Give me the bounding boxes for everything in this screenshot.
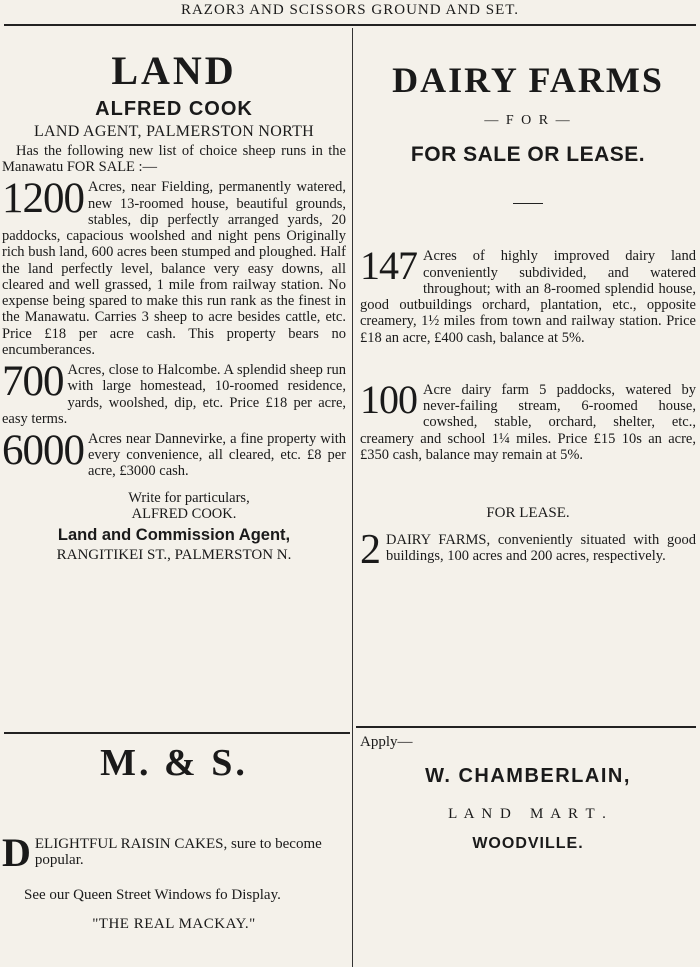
dairy-listing-1-number: 147 xyxy=(360,243,417,289)
dairy-listing-2 xyxy=(360,376,696,463)
right-section-rule xyxy=(356,726,696,728)
dairy-title: DAIRY FARMS xyxy=(392,60,664,100)
dairy-lease-text: DAIRY FARMS, conveniently situated with good buildings, 100 acres and 200 acres, respectively. xyxy=(386,531,696,564)
dairy-lease-number: 2 xyxy=(360,526,380,573)
dairy-lease-heading: FOR LEASE. xyxy=(486,504,570,521)
column-divider xyxy=(352,28,353,967)
ms-title: M. & S. xyxy=(100,742,248,784)
dairy-short-rule xyxy=(513,203,543,204)
dairy-for-line: — F O R — xyxy=(484,113,572,129)
land-listing-1-number: 1200 xyxy=(2,175,84,223)
dairy-listing-2-number: 100 xyxy=(360,376,417,422)
dairy-agent-town: WOODVILLE. xyxy=(472,834,584,852)
right-column xyxy=(360,30,696,573)
land-intro: Has the following new list of choice sheep runs in the Manawatu FOR SALE :— xyxy=(2,143,346,176)
dairy-sale-line: FOR SALE OR LEASE. xyxy=(410,143,646,167)
dairy-listing-2-text: Acre dairy farm 5 paddocks, watered by never-failing stream, 6-roomed house, cowshed, stable, orchard, shelter, etc., creamery and school 1¼ miles. Price £15 10s an acre, £350 cash, balance may remain at 5%. xyxy=(360,381,696,463)
dairy-agent-office: L A N D M A R T . xyxy=(448,805,608,822)
ms-dropcap: D xyxy=(2,829,31,875)
dairy-listing-1 xyxy=(360,243,696,346)
land-listing-1 xyxy=(2,175,346,358)
dairy-contact xyxy=(360,734,696,853)
top-rule xyxy=(4,24,696,26)
land-listing-1-text: Acres, near Fielding, permanently watered, new 13-roomed house, beautiful grounds, stables, dip perfectly arranged yards, 20 paddocks, capacious woolshed and night pens Originally rich bush land, 600 acres been stumped and ploughed. Half the land perfectly level, balance very easy downs, all cleared and well grassed, 1 mile from railway station. No expense being spared to make this run rank as the finest in the Manawatu. Carries 3 sheep to acre besides cattle, etc. Price £18 per acre cash. This property bears no encumberances. xyxy=(2,179,346,358)
land-listing-2 xyxy=(2,358,346,427)
ms-line-1-text: ELIGHTFUL RAISIN CAKES, sure to become popular. xyxy=(34,835,322,869)
land-signoff-name: ALFRED COOK. xyxy=(131,505,237,522)
land-listing-3-text: Acres near Dannevirke, a fine property with every convenience, all cleared, etc. £8 per acre, £3000 cash. xyxy=(88,430,346,480)
land-commission-agent: Land and Commission Agent, xyxy=(57,526,291,545)
dairy-apply: Apply— xyxy=(360,734,413,750)
left-section-rule xyxy=(4,732,350,734)
page-top-line: RAZOR3 AND SCISSORS GROUND AND SET. xyxy=(180,2,520,18)
land-write-for: Write for particulars, xyxy=(128,489,250,506)
dairy-agent-name: W. CHAMBERLAIN, xyxy=(425,764,631,787)
ms-ad xyxy=(2,740,346,933)
land-listing-3-number: 6000 xyxy=(2,426,84,474)
land-agent-name: ALFRED COOK xyxy=(95,98,253,120)
land-listing-3 xyxy=(2,426,346,480)
left-column xyxy=(2,30,346,564)
land-title: LAND xyxy=(111,48,237,93)
land-agent-title: LAND AGENT, PALMERSTON NORTH xyxy=(33,123,315,140)
land-address: RANGITIKEI ST., PALMERSTON N. xyxy=(56,547,292,564)
dairy-listing-1-text: Acres of highly improved dairy land conveniently subdivided, and watered throughout; with an 8-roomed splendid house, good outbuildings orchard, plantation, etc., opposite creamery, 1½ miles from town and railway station. Price £18 an acre, £400 cash, balance at 5%. xyxy=(360,248,696,346)
ms-line-2: See our Queen Street Windows fo Display. xyxy=(24,887,281,904)
land-listing-2-text: Acres, close to Halcombe. A splendid sheep run with large homestead, 10-roomed residence, yards, woolshed, dip, etc. Price £18 per acre, easy terms. xyxy=(2,362,346,427)
ms-line-1 xyxy=(2,829,346,875)
dairy-lease-listing xyxy=(360,526,696,573)
land-listing-2-number: 700 xyxy=(2,358,64,406)
ms-line-3: "THE REAL MACKAY." xyxy=(92,916,256,933)
